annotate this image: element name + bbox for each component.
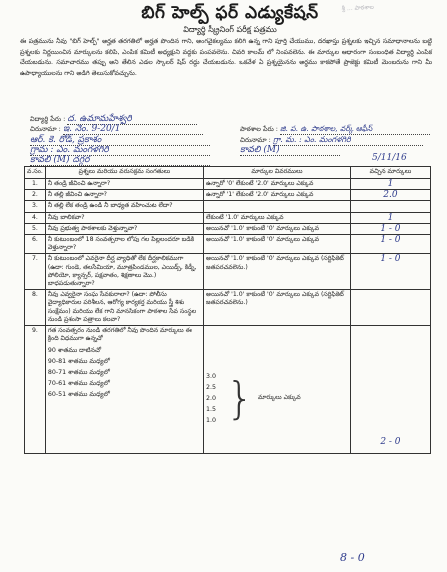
- row-criteria: అయినచో '1.0' కాకుంటే '0' మార్కులు ఎక్కువ (సర్టిఫికెట్ జతపరచవలెను.): [204, 254, 351, 290]
- row-criteria: లేకుంటే '1.0' మార్కులు ఎక్కువ: [204, 212, 351, 223]
- total-score: 8 - 0: [340, 551, 365, 564]
- scale-range: 70-61 శాతము మధ్యలో: [47, 380, 110, 388]
- scale-marks: 2.0: [206, 395, 217, 403]
- address-line-1: ఇ. నెం. 9-20/1: [63, 124, 203, 135]
- scale-range: 80-71 శాతము మధ్యలో: [47, 369, 110, 377]
- header-criteria: మార్కుల వివరములు: [204, 167, 351, 179]
- row-question: నీవు ప్రభుత్వ పాఠశాలకు వెళ్తున్నావా?: [45, 223, 203, 234]
- scale-marks: 1.5: [206, 406, 217, 414]
- scale-values-column: [206, 371, 226, 426]
- row-number: 8.: [25, 290, 46, 326]
- table-row: [25, 223, 431, 234]
- row-number: 5.: [25, 223, 46, 234]
- school-name-label: పాఠశాల పేరు :: [240, 125, 278, 133]
- row-score: [350, 290, 430, 326]
- row-question: [45, 326, 203, 454]
- row-question: నీవు బాలికవా?: [45, 212, 203, 223]
- school-name-field: [240, 124, 430, 135]
- row-number: 6.: [25, 235, 46, 254]
- date-value: 5/11/16: [372, 153, 407, 163]
- row-number: 9.: [25, 326, 46, 454]
- school-address-line-2-row: [240, 145, 340, 156]
- header-score: వచ్చిన మార్కులు: [350, 167, 430, 179]
- table-row: [25, 326, 431, 454]
- scale-range: 60-51 శాతము మధ్యలో: [47, 391, 110, 399]
- row-question-text: గత సంవత్సరం నుండి తరగతిలో నీవు పొందిన మార్కులు ఈ క్రింది విధముగా ఉన్నచో: [47, 327, 192, 343]
- row-question: నీ కుటుంబంలో ఎవరైనా దీర్ఘ వ్యాధితో లేక దీర్ఘకాలికముగా (ఉదా: గుండె, తలసేమియా, మూత్రపిండముల, ఎయిడ్స్, కిడ్నీ, పోలియో, క్యాన్సర్, పక్షవాతం, శిక్షణాలు మొ.) బాధపడుతున్నారా?: [45, 254, 203, 290]
- header-serial: వ.సం.: [25, 167, 46, 179]
- address-label: చిరునామా :: [30, 125, 61, 133]
- row-score: 1: [350, 179, 430, 190]
- row-criteria: అయినచో '1.0' కాకుంటే '0' మార్కులు ఎక్కువ: [204, 235, 351, 254]
- table-row: [25, 290, 431, 326]
- student-name-value: ద. ఉమామహేశ్వరి: [67, 114, 197, 125]
- address-field: [30, 124, 203, 135]
- row-score-cell: [350, 326, 430, 454]
- row-question: నీ తండ్రి జీవించి ఉన్నారా?: [45, 179, 203, 190]
- curly-brace-icon: }: [226, 372, 254, 424]
- table-row: [25, 190, 431, 201]
- row-score: [350, 201, 430, 212]
- row-criteria: అయినచో '1.0' కాకుంటే '0' మార్కులు ఎక్కువ: [204, 223, 351, 234]
- table-row: [25, 179, 431, 190]
- scale-range: 90-81 శాతము మధ్యలో: [47, 358, 110, 366]
- screening-table: [24, 166, 431, 454]
- table-row: [25, 254, 431, 290]
- row-number: 2.: [25, 190, 46, 201]
- row-score: 2 - 0: [380, 436, 401, 447]
- table-row: [25, 201, 431, 212]
- instructions-paragraph: ఈ పత్రమును నీవు "బిగ్ హెల్ప్" అర్హత తరగతిలో అర్హత పొందిన గాని, అంగవైకల్యము కలిగి ఉన్న గాని పూర్తి చేయుము, దరఖాస్తు ప్రశ్నలకు ఇచ్చిన సమాధానాలను బట్టి ప్రశ్నలకు నిర్ణయించిన మార్కులను కలిపి, ఎంపిక కమిటీ అధ్యక్షుని వద్దకు పంపవలెను. చివరి కాలమ్ లో నింపవలెను. ఈ మార్కుల ఆధారంగా సంబంధిత విద్యార్థి ఎంపిక చేయబడును. సమాచారము తప్పు అని తేలిన ఎడల స్కాలర్ షిప్ రద్దు చేయబడును. ఒకవేళ ఏ ప్రశ్నయైనను అర్థము కాకపోతే ప్రాజెక్టు కమిటీ మెంబరును గాని మీ ఉపాధ్యాయులను గాని అడిగి తెలుసుకోవచ్చును.: [20, 38, 432, 77]
- school-address-line-1: గ్రా. మ. : ఎం. మంగళగిరి: [273, 135, 423, 146]
- row-score: 1 - 0: [350, 254, 430, 290]
- row-question: నీ తల్లి జీవించి ఉన్నారా?: [45, 190, 203, 201]
- row-number: 3.: [25, 201, 46, 212]
- address-line-4-row: [30, 155, 210, 166]
- address-line-2: ఆర్. కె. రోడ్, ప్రకాశం: [30, 135, 210, 146]
- scale-marks: 1.0: [206, 417, 217, 425]
- row-score: 1 - 0: [350, 223, 430, 234]
- table-header-row: [25, 167, 431, 179]
- school-address-line-2: కావలి (M): [240, 145, 340, 156]
- date-field: [372, 153, 407, 163]
- row-score: 1: [350, 212, 430, 223]
- row-score: 1 - 0: [350, 235, 430, 254]
- row-criteria: [204, 326, 351, 454]
- form-subtitle: విద్యార్థి స్క్రీనింగ్ పరీక్ష పత్రము: [183, 25, 277, 34]
- scale-marks: 3.0: [206, 373, 217, 381]
- row-number: 4.: [25, 212, 46, 223]
- table-row: [25, 212, 431, 223]
- row-question: నీ కుటుంబంలో 18 సంవత్సరాల లోపు గల పిల్లలందరూ బడికి వెళ్తున్నారా?: [45, 235, 203, 254]
- row-number: 1.: [25, 179, 46, 190]
- marks-scale-list: [48, 345, 201, 400]
- school-name-value: జి. ప. ఉ. పాఠశాల, వర్క్ ఆఫీస్: [280, 124, 430, 135]
- row-criteria: ఉన్నారో '0' లేకుంటే '2.0' మార్కులు ఎక్కువ: [204, 179, 351, 190]
- row-question: నీ తల్లి లేక తండ్రి ఉండి నీ బాధ్యత వహించుట లేదా?: [45, 201, 203, 212]
- row-criteria: ఉన్నారో '1' లేకుంటే '2.0' మార్కులు ఎక్కువ: [204, 190, 351, 201]
- row-question: నీవు ఎవ్వరైనా సంఘ సేవకురాలా? (ఉదా: పోలీసు వైద్యాధికారుల పరిశీలన, ఆరోగ్య కార్యకర్త మరియు స్త్రీ శిశు సంక్షేమం) మరియు లేక గాని మానసికంగా పాఠశాల సేవ సంస్థల నుండి ప్రశంసా పత్రాలు కలవా?: [45, 290, 203, 326]
- student-name-label: విద్యార్థి పేరు :: [30, 115, 66, 123]
- row-score: 2.0: [350, 190, 430, 201]
- faded-stamp: శ్రీ ... పాఠశాల: [341, 3, 375, 13]
- table-row: [25, 235, 431, 254]
- form-title: బిగ్ హెల్ప్ ఫర్ ఎడ్యుకేషన్: [141, 3, 319, 23]
- marks-scale-values: [206, 371, 348, 426]
- scale-criteria-text: మార్కులు ఎక్కువ: [258, 394, 301, 402]
- row-criteria: అయినచో '1.0' కాకుంటే '0' మార్కులు ఎక్కువ (సర్టిఫికెట్ జతపరచవలెను.): [204, 290, 351, 326]
- address-line-4: కావలి (M) దగ్గర: [30, 155, 210, 166]
- address-line-3: గ్రామ : ఎం. మంగళగిరి: [30, 145, 210, 156]
- row-criteria: [204, 201, 351, 212]
- row-number: 7.: [25, 254, 46, 290]
- scale-marks: 2.5: [206, 384, 217, 392]
- scale-range: 90 శాతము దాటినచో: [47, 347, 102, 355]
- header-question: ప్రశ్నలు మరియు వరుసక్రమ సంగతులు: [45, 167, 203, 179]
- school-address-label: చిరునామా :: [240, 136, 271, 144]
